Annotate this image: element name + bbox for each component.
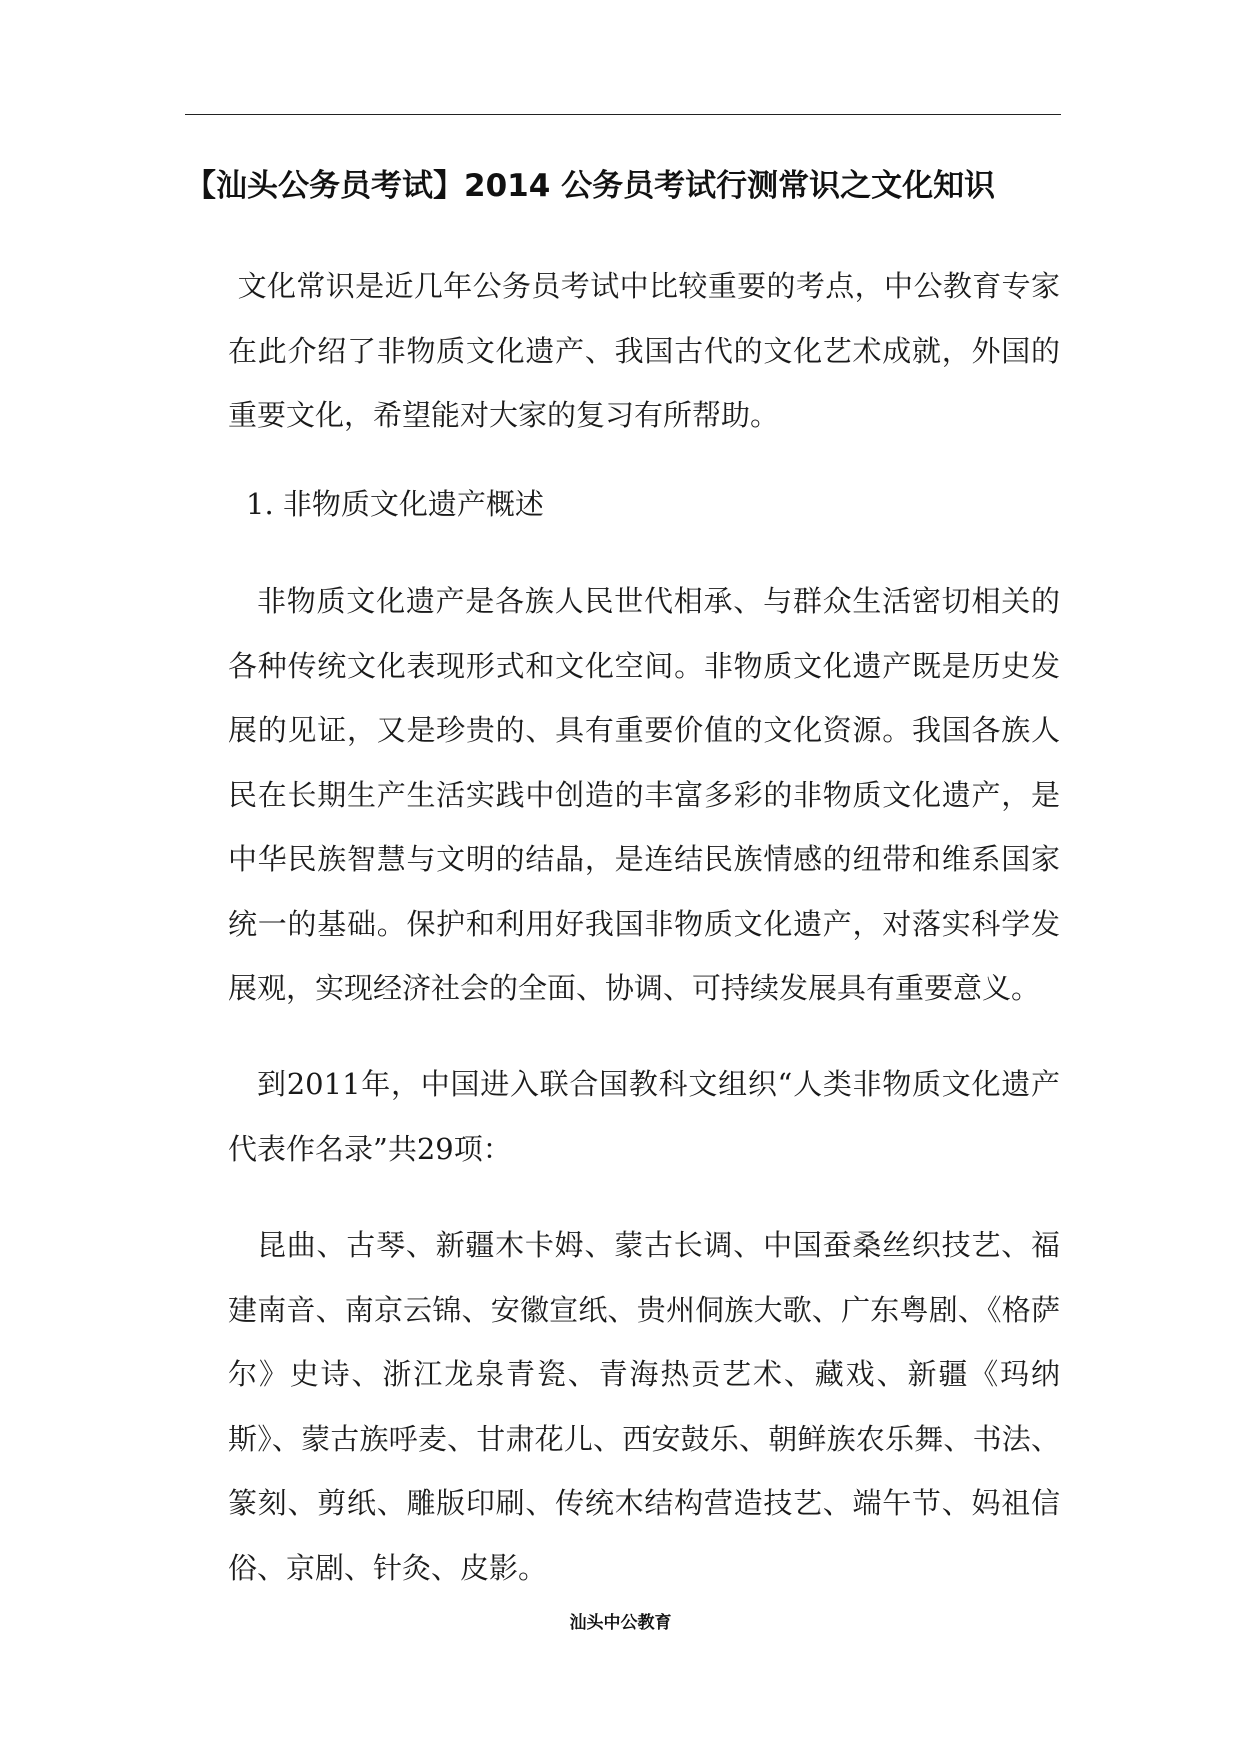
section-1-paragraph: 非物质文化遗产是各族人民世代相承、与群众生活密切相关的各种传统文化表现形式和文化空间。非物质文化遗产既是历史发展的见证，又是珍贵的、具有重要价值的文化资源。我国各族人民在长期生产生活实践中创造的丰富多彩的非物质文化遗产，是中华民族智慧与文明的结晶，是连结民族情感的纽带和维系国家统一的基础。保护和利用好我国非物质文化遗产，对落实科学发展观，实现经济社会的全面、协调、可持续发展具有重要意义。 (228, 584, 1060, 1005)
section-heading-1: 1. 非物质文化遗产概述 (246, 487, 544, 521)
header-rule (185, 114, 1061, 115)
list-intro-paragraph: 到2011年，中国进入联合国教科文组织“人类非物质文化遗产代表作名录”共29项： (228, 1067, 1060, 1166)
intro-paragraph: 文化常识是近几年公务员考试中比较重要的考点，中公教育专家在此介绍了非物质文化遗产、我国古代的文化艺术成就，外国的重要文化，希望能对大家的复习有所帮助。 (228, 269, 1060, 432)
heritage-list-paragraph: 昆曲、古琴、新疆木卡姆、蒙古长调、中国蚕桑丝织技艺、福建南音、南京云锦、安徽宣纸、贵州侗族大歌、广东粤剧、《格萨尔》史诗、浙江龙泉青瓷、青海热贡艺术、藏戏、新疆《玛纳斯》、蒙古族呼麦、甘肃花儿、西安鼓乐、朝鲜族农乐舞、书法、篆刻、剪纸、雕版印刷、传统木结构营造技艺、端午节、妈祖信俗、京剧、针灸、皮影。 (228, 1228, 1060, 1585)
page-footer: 汕头中公教育 (569, 1613, 672, 1633)
document-title: 【汕头公务员考试】2014 公务员考试行测常识之文化知识 (185, 168, 996, 204)
